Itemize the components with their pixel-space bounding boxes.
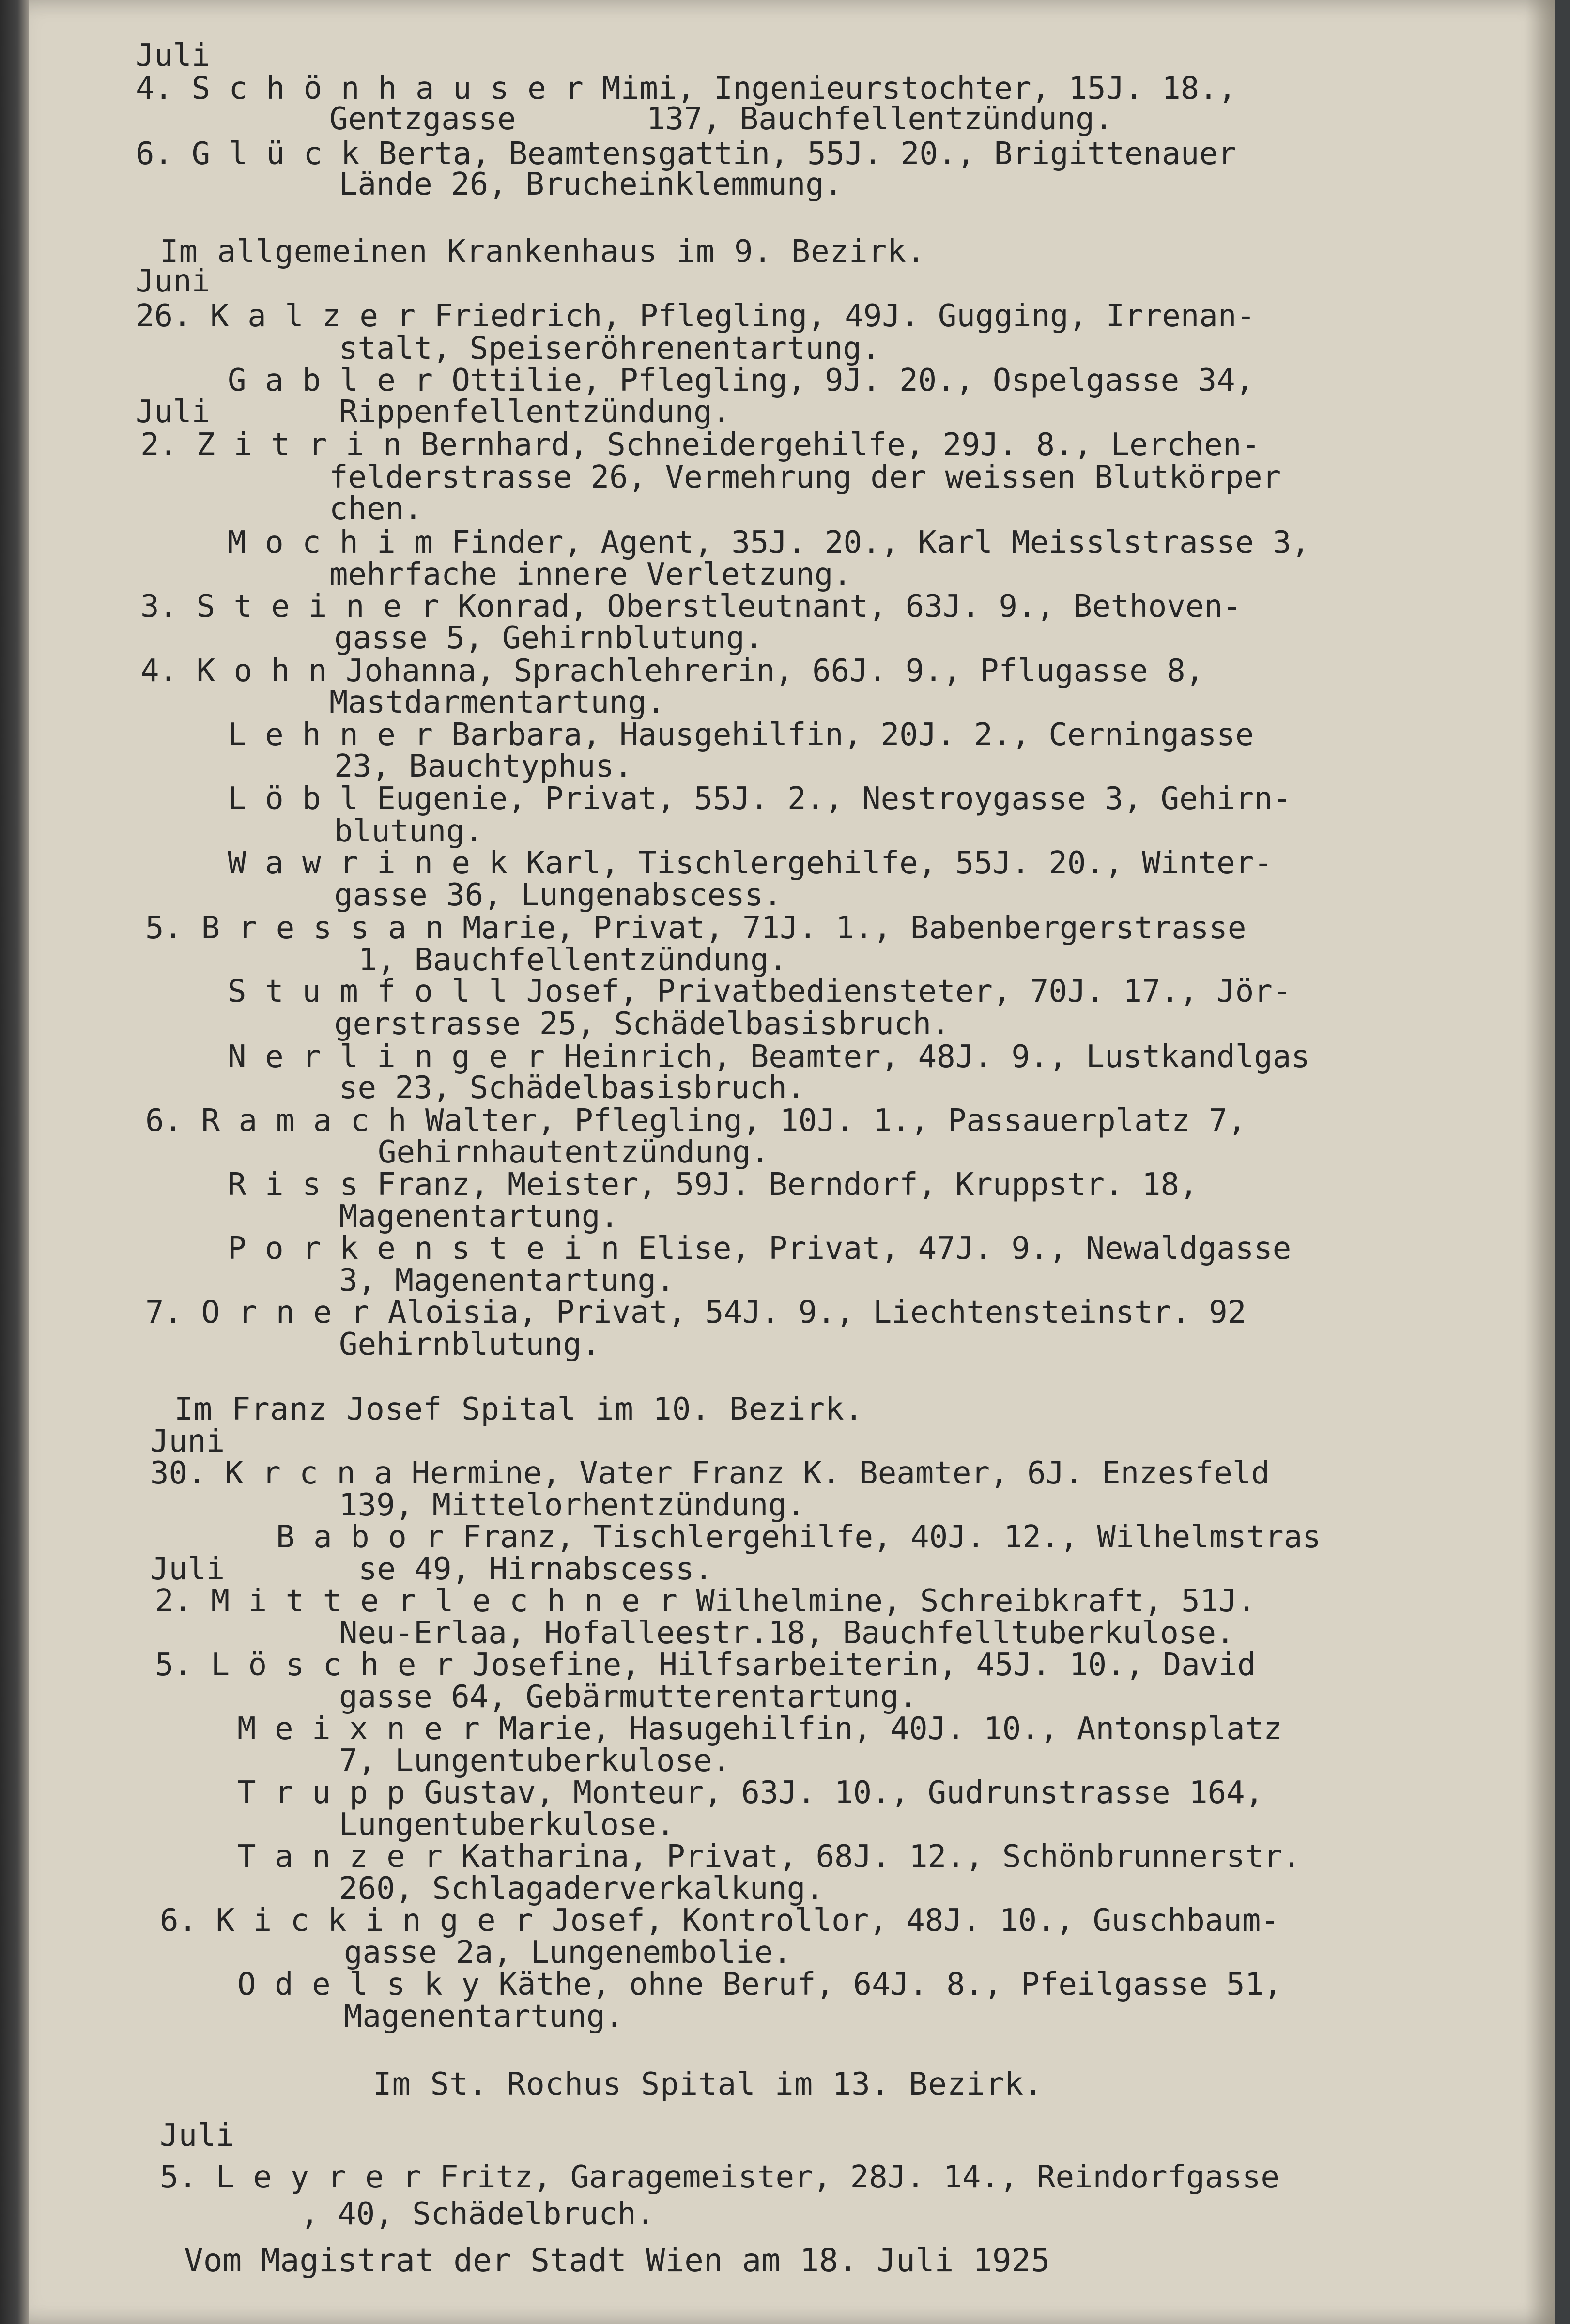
month-label: Juli [160, 2118, 235, 2154]
page-edge [1525, 0, 1555, 2324]
entry-line: B a b o r Franz, Tischlergehilfe, 40J. 12., Wilhelmstras [276, 1519, 1321, 1555]
entry-line: 260, Schlagaderverkalkung. [339, 1871, 824, 1907]
month-label: Juni [150, 1423, 225, 1459]
entry-line: blutung. [334, 813, 484, 849]
entry-line: Magenentartung. [339, 1199, 619, 1235]
entry-line: felderstrasse 26, Vermehrung der weissen Blutkörper [329, 459, 1281, 495]
entry-line: 5. B r e s s a n Marie, Privat, 71J. 1., Babenbergerstrasse [145, 910, 1247, 946]
entry-line: , 40, Schädelbruch. [300, 2196, 655, 2232]
entry-line: gasse 2a, Lungenembolie. [344, 1935, 792, 1971]
entry-line: S t u m f o l l Josef, Privatbediensteter, 70J. 17., Jör- [228, 974, 1292, 1009]
entry-line: 2. M i t t e r l e c h n e r Wilhelmine, Schreibkraft, 51J. [155, 1583, 1256, 1619]
entry-line: M e i x n e r Marie, Hasugehilfin, 40J. 10., Antonsplatz [237, 1711, 1282, 1747]
page-binding [0, 0, 29, 2324]
entry-line: 1, Bauchfellentzündung. [358, 942, 788, 978]
entry-line: L e h n e r Barbara, Hausgehilfin, 20J. 2., Cerningasse [228, 717, 1254, 753]
entry-line: gasse 64, Gebärmutterentartung. [339, 1679, 918, 1715]
month-label: Juli [136, 38, 211, 74]
month-label: Juni [136, 263, 211, 299]
signature-line: Vom Magistrat der Stadt Wien am 18. Juli 1925 [184, 2242, 1050, 2279]
entry-line: 4. S c h ö n h a u s e r Mimi, Ingenieurstochter, 15J. 18., [136, 71, 1237, 107]
entry-line: 3. S t e i n e r Konrad, Oberstleutnant, 63J. 9., Bethoven- [140, 589, 1242, 625]
entry-line: O d e l s k y Käthe, ohne Beruf, 64J. 8., Pfeilgasse 51, [237, 1967, 1282, 2003]
entry-line: 7, Lungentuberkulose. [339, 1743, 731, 1779]
section-heading: Im Franz Josef Spital im 10. Bezirk. [174, 1391, 864, 1427]
entry-line: P o r k e n s t e i n Elise, Privat, 47J. 9., Newaldgasse [228, 1231, 1292, 1267]
entry-line: 7. O r n e r Aloisia, Privat, 54J. 9., Liechtensteinstr. 92 [145, 1295, 1247, 1330]
entry-line: stalt, Speiseröhrenentartung. [339, 331, 880, 367]
entry-line: 26. K a l z e r Friedrich, Pflegling, 49J. Gugging, Irrenan- [136, 298, 1255, 334]
entry-line: 5. L ö s c h e r Josefine, Hilfsarbeiterin, 45J. 10., David [155, 1647, 1256, 1683]
entry-line: Magenentartung. [344, 1999, 624, 2034]
entry-line: T a n z e r Katharina, Privat, 68J. 12., Schönbrunnerstr. [237, 1839, 1301, 1875]
entry-line: T r u p p Gustav, Monteur, 63J. 10., Gudrunstrasse 164, [237, 1775, 1264, 1811]
entry-line: Gehirnblutung. [339, 1327, 600, 1362]
entry-line: Gehirnhautentzündung. [378, 1134, 770, 1170]
entry-line: mehrfache innere Verletzung. [329, 557, 852, 593]
entry-line: L ö b l Eugenie, Privat, 55J. 2., Nestroygasse 3, Gehirn- [228, 781, 1292, 817]
entry-line: se 23, Schädelbasisbruch. [339, 1070, 806, 1106]
entry-line: Gentzgasse 137, Bauchfellentzündung. [329, 101, 1113, 137]
entry-line: Lände 26, Brucheinklemmung. [339, 167, 843, 202]
entry-line: chen. [329, 491, 423, 527]
entry-line: 2. Z i t r i n Bernhard, Schneidergehilfe, 29J. 8., Lerchen- [140, 427, 1260, 463]
entry-line: 3, Magenentartung. [339, 1263, 675, 1299]
entry-line: 4. K o h n Johanna, Sprachlehrerin, 66J. 9., Pflugasse 8, [140, 653, 1204, 689]
entry-line: gasse 36, Lungenabscess. [334, 877, 782, 913]
section-heading: Im allgemeinen Krankenhaus im 9. Bezirk. [160, 234, 926, 270]
entry-line: 6. G l ü c k Berta, Beamtensgattin, 55J. 20., Brigittenauer [136, 136, 1237, 172]
month-label: Juli [150, 1551, 225, 1587]
entry-line: G a b l e r Ottilie, Pflegling, 9J. 20., Ospelgasse 34, [228, 363, 1254, 398]
entry-line: M o c h i m Finder, Agent, 35J. 20., Karl Meisslstrasse 3, [228, 525, 1310, 561]
entry-line: Neu-Erlaa, Hofalleestr.18, Bauchfelltuberkulose. [339, 1615, 1235, 1651]
entry-line: 23, Bauchtyphus. [334, 749, 633, 784]
entry-line: N e r l i n g e r Heinrich, Beamter, 48J. 9., Lustkandlgas [228, 1039, 1310, 1075]
entry-line: 139, Mittelorhentzündung. [339, 1487, 806, 1523]
entry-line: 6. K i c k i n g e r Josef, Kontrollor, 48J. 10., Guschbaum- [160, 1903, 1279, 1939]
entry-line: R i s s Franz, Meister, 59J. Berndorf, Kruppstr. 18, [228, 1167, 1198, 1203]
entry-line: se 49, Hirnabscess. [358, 1551, 713, 1587]
entry-line: 6. R a m a c h Walter, Pflegling, 10J. 1., Passauerplatz 7, [145, 1103, 1247, 1139]
month-label: Juli [136, 394, 211, 430]
entry-line: gerstrasse 25, Schädelbasisbruch. [334, 1006, 950, 1042]
entry-line: gasse 5, Gehirnblutung. [334, 620, 764, 656]
entry-line: 5. L e y r e r Fritz, Garagemeister, 28J. 14., Reindorfgasse [160, 2159, 1279, 2195]
section-heading: Im St. Rochus Spital im 13. Bezirk. [373, 2066, 1043, 2102]
entry-line: Rippenfellentzündung. [339, 394, 731, 430]
entry-line: 30. K r c n a Hermine, Vater Franz K. Beamter, 6J. Enzesfeld [150, 1455, 1270, 1491]
entry-line: Lungentuberkulose. [339, 1807, 675, 1843]
entry-line: Mastdarmentartung. [329, 685, 665, 720]
entry-line: W a w r i n e k Karl, Tischlergehilfe, 55J. 20., Winter- [228, 845, 1273, 881]
